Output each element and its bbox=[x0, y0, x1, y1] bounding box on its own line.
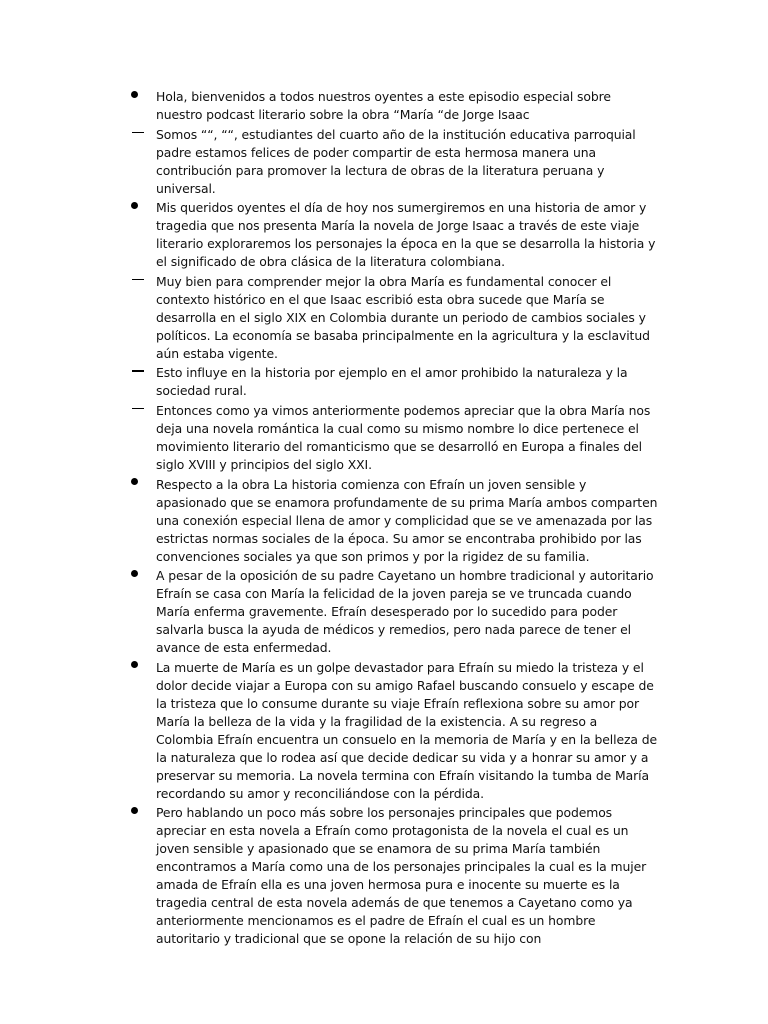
bullet-icon bbox=[128, 659, 142, 677]
list-item-text: Pero hablando un poco más sobre los personajes principales que podemos apreciar en esta novela a Efraín como protagonista de la novela el cual es un joven sensible y apasionado que se enamora de su prima María también encontramos a María como una de los personajes principales la cual es la mujer amada de Efraín ella es una joven hermosa pura e inocente su muerte es la tragedia central de esta novela además de que tenemos a Cayetano como ya anteriormente mencionamos es el padre de Efraín el cual es un hombre autoritario y tradicional que se opone la relación de su hijo con bbox=[156, 805, 647, 947]
list-item bbox=[128, 364, 658, 400]
list-item-text: Somos ““, ““, estudiantes del cuarto año de la institución educativa parroquial padre estamos felices de poder compartir de esta hermosa manera una contribución para promover la lectura de obras de la literatura peruana y universal. bbox=[156, 126, 636, 196]
bullet-icon bbox=[128, 804, 142, 822]
list-item-text: Hola, bienvenidos a todos nuestros oyentes a este episodio especial sobre nuestro podcast literario sobre la obra “María “de Jorge Isaac bbox=[156, 89, 611, 122]
list-item-text: Respecto a la obra La historia comienza con Efraín un joven sensible y apasionado que se enamora profundamente de su prima María ambos comparten una conexión especial llena de amor y complicidad que se ve amenazada por las estrictas normas sociales de la época. Su amor se encontraba prohibido por las convenciones sociales ya que son primos y por la rigidez de su familia. bbox=[156, 476, 658, 564]
list-item-text: A pesar de la oposición de su padre Cayetano un hombre tradicional y autoritario Efraín se casa con María la felicidad de la joven pareja se ve truncada cuando María enferma gravemente. Efraín desesperado por lo sucedido para poder salvarla busca la ayuda de médicos y remedios, pero nada parece de tener el avance de esta enfermedad. bbox=[156, 568, 654, 656]
dash-icon bbox=[128, 364, 142, 382]
list-item bbox=[128, 567, 658, 657]
list-item-text: Mis queridos oyentes el día de hoy nos sumergiremos en una historia de amor y tragedia que nos presenta María la novela de Jorge Isaac a través de este viaje literario exploraremos los personajes la época en la que se desarrolla la historia y el significado de obra clásica de la literatura colombiana. bbox=[156, 200, 656, 270]
list-item bbox=[128, 659, 658, 803]
list-item bbox=[128, 126, 658, 198]
list-item bbox=[128, 199, 658, 271]
list-item bbox=[128, 476, 658, 566]
list-item bbox=[128, 402, 658, 474]
bullet-icon bbox=[128, 199, 142, 217]
dash-icon bbox=[128, 402, 142, 420]
dash-icon bbox=[128, 126, 142, 144]
dash-icon bbox=[128, 273, 142, 291]
bullet-icon bbox=[128, 476, 142, 494]
list-item bbox=[128, 88, 658, 124]
list-item-text: Esto influye en la historia por ejemplo en el amor prohibido la naturaleza y la sociedad rural. bbox=[156, 365, 628, 399]
podcast-script-list bbox=[128, 88, 658, 950]
list-item-text: Entonces como ya vimos anteriormente podemos apreciar que la obra María nos deja una novela romántica la cual como su mismo nombre lo dice pertenece el movimiento literario del romanticismo que se desarrolló en Europa a finales del siglo XVIII y principios del siglo XXI. bbox=[156, 402, 651, 472]
list-item bbox=[128, 273, 658, 363]
list-item bbox=[128, 804, 658, 948]
list-item-text: Muy bien para comprender mejor la obra María es fundamental conocer el contexto histórico en el que Isaac escribió esta obra sucede que María se desarrolla en el siglo XIX en Colombia durante un periodo de cambios sociales y políticos. La economía se basaba principalmente en la agricultura y la esclavitud aún estaba vigente. bbox=[156, 273, 650, 361]
bullet-icon bbox=[128, 567, 142, 585]
list-item-text: La muerte de María es un golpe devastador para Efraín su miedo la tristeza y el dolor decide viajar a Europa con su amigo Rafael buscando consuelo y escape de la tristeza que lo consume durante su viaje Efraín reflexiona sobre su amor por María la belleza de la vida y la fragilidad de la existencia. A su regreso a Colombia Efraín encuentra un consuelo en la memoria de María y en la belleza de la naturaleza que lo rodea así que decide dedicar su vida y a honrar su amor y a preservar su memoria. La novela termina con Efraín visitando la tumba de María recordando su amor y reconciliándose con la pérdida. bbox=[156, 659, 658, 801]
bullet-icon bbox=[128, 88, 142, 106]
